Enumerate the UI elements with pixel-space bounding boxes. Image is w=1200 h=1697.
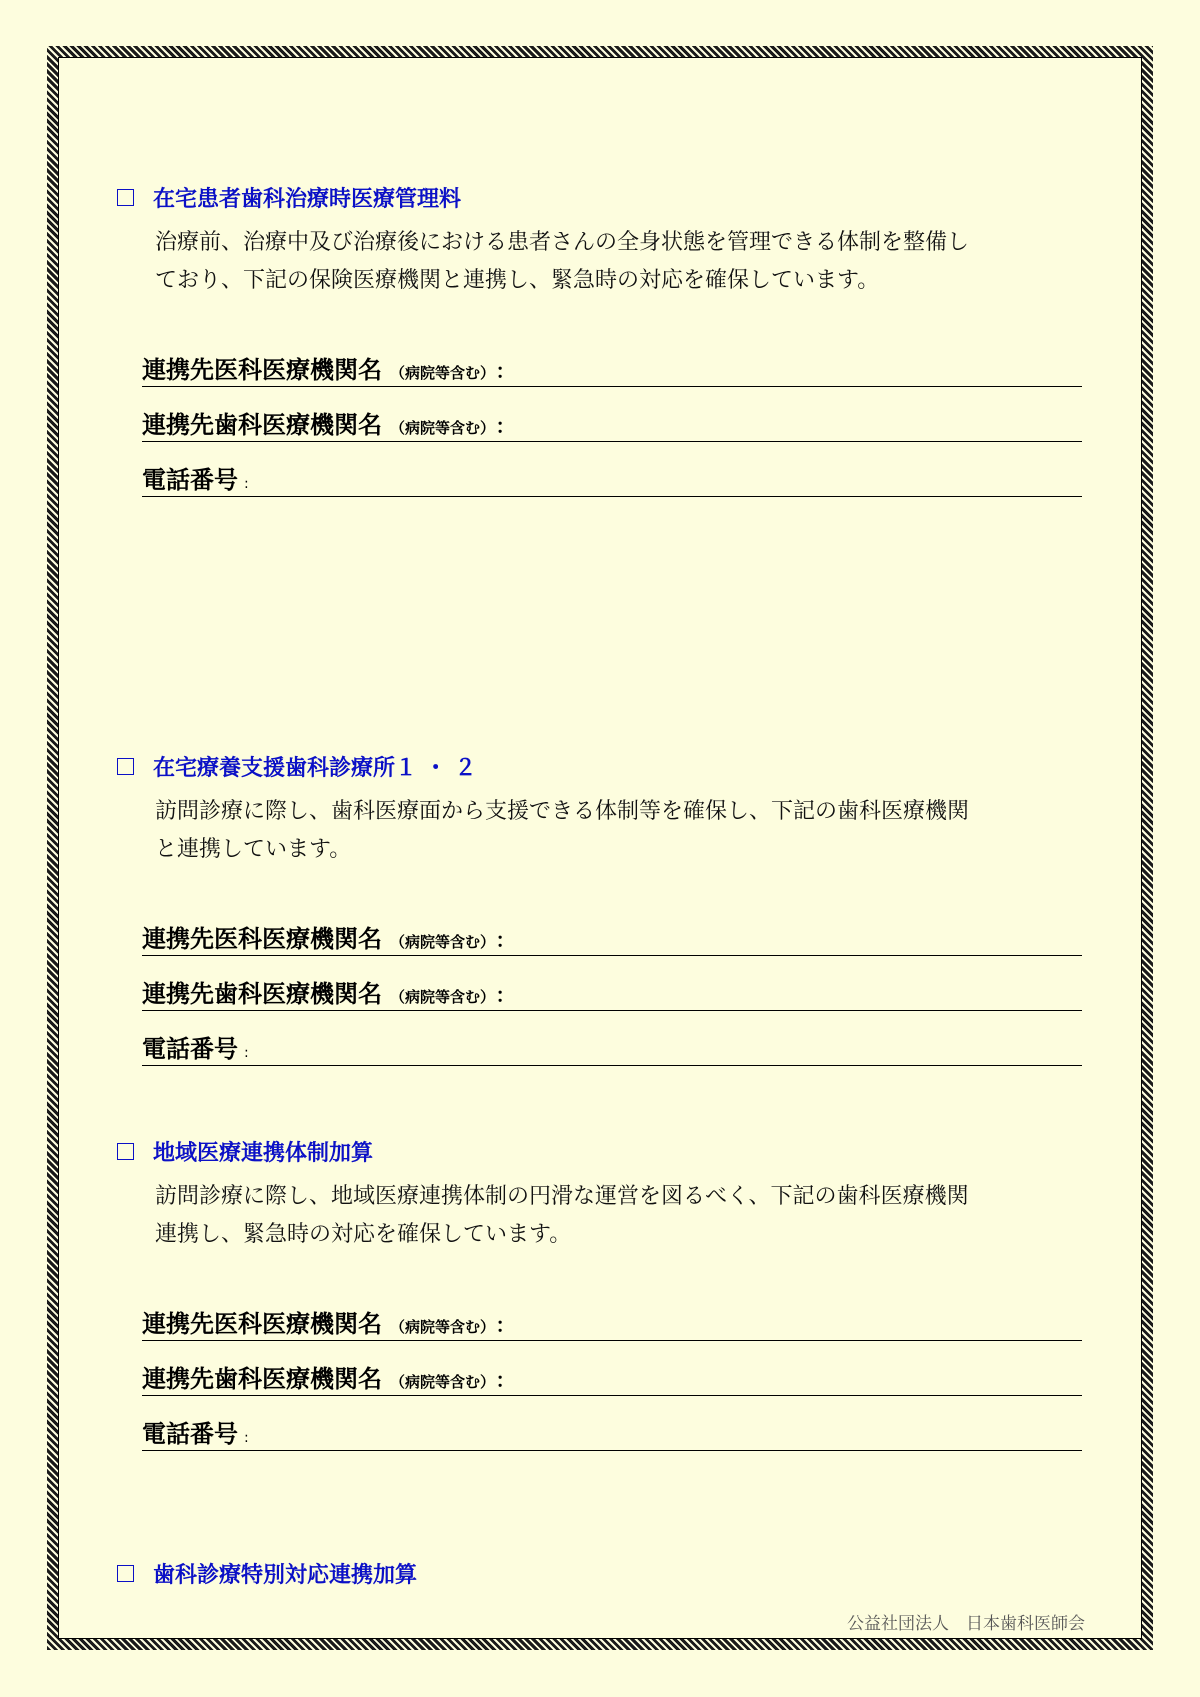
section-description: 訪問診療に際し、地域医療連携体制の円滑な運営を図るべく、下記の歯科医療機関 連携し、緊急時の対応を確保しています。 [155, 1184, 969, 1247]
phone-number-field[interactable]: 電話番号 : [142, 1025, 1082, 1066]
section-title: 在宅患者歯科治療時医療管理料 [117, 182, 461, 213]
footer-organization: 公益社団法人 日本歯科医師会 [847, 1614, 1085, 1634]
medical-institution-field[interactable]: 連携先医科医療機関名 （病院等含む） ： [142, 346, 1082, 387]
checkbox[interactable] [117, 758, 134, 775]
section-title: 地域医療連携体制加算 [117, 1136, 373, 1167]
dental-institution-field[interactable]: 連携先歯科医療機関名 （病院等含む） ： [142, 970, 1082, 1011]
phone-number-field[interactable]: 電話番号 : [142, 1410, 1082, 1451]
medical-institution-field[interactable]: 連携先医科医療機関名 （病院等含む） ： [142, 1300, 1082, 1341]
section-description: 訪問診療に際し、歯科医療面から支援できる体制等を確保し、下記の歯科医療機関 と連携しています。 [155, 799, 970, 862]
section-title: 歯科診療特別対応連携加算 [117, 1558, 417, 1589]
dental-institution-field[interactable]: 連携先歯科医療機関名 （病院等含む） ： [142, 1355, 1082, 1396]
section-description: 治療前、治療中及び治療後における患者さんの全身状態を管理できる体制を整備し ており、下記の保険医療機関と連携し、緊急時の対応を確保しています。 [155, 230, 970, 293]
checkbox[interactable] [117, 1565, 134, 1582]
checkbox[interactable] [117, 189, 134, 206]
checkbox[interactable] [117, 1143, 134, 1160]
section-title: 在宅療養支援歯科診療所１ ・ ２ [117, 751, 476, 782]
medical-institution-field[interactable]: 連携先医科医療機関名 （病院等含む） ： [142, 915, 1082, 956]
dental-institution-field[interactable]: 連携先歯科医療機関名 （病院等含む） ： [142, 401, 1082, 442]
phone-number-field[interactable]: 電話番号 : [142, 456, 1082, 497]
